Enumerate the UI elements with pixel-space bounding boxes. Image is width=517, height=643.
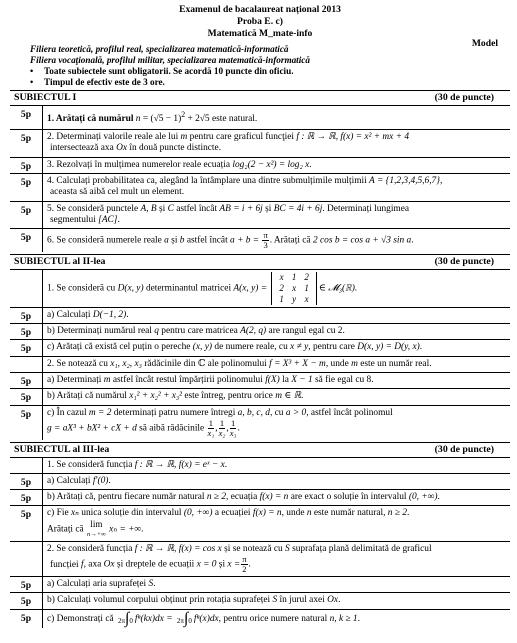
s3-2c: 5p c) Demonstrați că 2π∫0 fⁿ(kx)dx = 2π∫0 fⁿ(x)dx, pentru orice numere natural n, k ≥ 1. <box>10 610 510 628</box>
rule-1: • Toate subiectele sunt obligatorii. Se acordă 10 puncte din oficiu. <box>30 66 294 76</box>
s1-item-2: 5p 2. Determinați valorile reale ale lui m pentru care graficul funcţiei f : ℝ → ℝ, f(x) = x² + mx + 4 intersectează axa Ox în două puncte distincte. <box>10 130 510 158</box>
s3-intro-1: 1. Se consideră funcția f : ℝ → ℝ, f(x) = eˣ − x. <box>10 458 510 474</box>
s1-item-4: 5p 4. Calculați probabilitatea ca, alegând la întâmplare una dintre submulțimile mulțimii A = {1,2,3,4,5,6,7}, aceasta să aibă cel mult un element. <box>10 174 510 202</box>
s3-2a: 5p a) Calculați aria suprafeței S. <box>10 577 510 593</box>
s2-1b: 5p b) Determinați numărul real q pentru care matricea A(2, q) are rangul egal cu 2. <box>10 324 510 340</box>
s3-2b: 5p b) Calculați volumul corpului obținut prin rotația suprafeței S în jurul axei Ox. <box>10 593 510 609</box>
matrix-cell: 2 <box>279 282 284 293</box>
filiera-1: Filiera teoretică, profilul real, specializarea matematică-informatică <box>30 44 289 54</box>
matrix-cell: y <box>292 293 297 304</box>
s1-item-5: 5p 5. Se consideră punctele A, B și C astfel încât AB = i + 6j și BC = 4i + 6j. Determinați lungimea segmentului [AC]. <box>10 202 510 230</box>
s2-2a: 5p a) Determinați m astfel încât restul împărțirii polinomului f(X) la X − 1 să fie egal cu 8. <box>10 373 510 389</box>
rule-2: • Timpul de efectiv este de 3 ore. <box>30 77 165 87</box>
pi-over-3: $\frac{\pi}{3}$ <box>263 230 268 251</box>
subject-2-header: SUBIECTUL al II-lea (30 de puncte) <box>10 254 510 270</box>
s3-1a: 5p a) Calculați f′(0). <box>10 474 510 490</box>
matrix-A <box>271 272 317 305</box>
s2-intro-2: 2. Se notează cu x₁, x₂, x₃ rădăcinile din ℂ ale polinomului f = X³ + X − m, unde m este un număr real. <box>10 357 510 373</box>
s2-2b: 5p b) Arătați că numărul x₁² + x₂² + x₃² este întreg, pentru orice m ∈ ℝ. <box>10 389 510 405</box>
s2-2c: 5p c) În cazul m = 2 determinați patru numere întregi a, b, c, d, cu a > 0, astfel încât polinomul g = aX³ + bX² + cX + d să aibă rădăcinile $\frac{1}{\text{x₁}}$, $\frac{1}{\text{x₂}}$, $\frac{1}{\text{x₃}}$. <box>10 406 510 440</box>
s2-intro-1: 1. Se consideră cu D(x, y) determinantul matricei A(x, y) = x 1 2 2 x 1 1 y x ∈ 𝓜₃(ℝ). <box>10 270 510 308</box>
s2-1c: 5p c) Arătați că există cel puțin o pereche (x, y) de numere reale, cu x ≠ y, pentru care D(x, y) = D(y, x). <box>10 340 510 356</box>
s3-1c: 5p c) Fie xₙ unica soluție din intervalul (0, +∞) a ecuației f(x) = n, unde n este număr natural, n ≥ 2. Arătați că lim n→+∞ xₙ = +∞. <box>10 506 510 541</box>
matrix-cell: 1 <box>304 282 309 293</box>
matrix-cell: 1 <box>279 293 284 304</box>
subject-3-header: SUBIECTUL al III-lea (30 de puncte) <box>10 442 510 458</box>
integral-2: 2π∫0 <box>176 609 192 627</box>
s3-1b: 5p b) Arătați că, pentru fiecare număr natural n ≥ 2, ecuația f(x) = n are exact o soluție în intervalul (0, +∞). <box>10 490 510 506</box>
matrix-cell: x <box>279 271 284 282</box>
s2-1a: 5p a) Calculați D(−1, 2). <box>10 308 510 324</box>
filiera-2: Filiera vocaţională, profilul militar, specializarea matematică-informatică <box>30 55 310 65</box>
s3-intro-2: 2. Se consideră funcția f : ℝ → ℝ, f(x) = cos x și se notează cu S suprafața plană delimitată de graficul funcției f, axa Ox și dreptele de ecuații x = 0 și x = $\frac{\pi}{2}$ . <box>10 542 510 577</box>
exam-page <box>10 4 510 628</box>
matrix-cell: 2 <box>304 271 309 282</box>
subject-1-header: SUBIECTUL I (30 de puncte) <box>10 90 510 106</box>
exam-title: Examenul de bacalaureat național 2013 <box>179 4 341 15</box>
s1-item-6: 5p 6. Se consideră numerele reale a și b astfel încât a + b = $\frac{\pi}{3}$ . Arătați că 2 cos b = cos a + √3 sin a. <box>10 229 510 252</box>
matrix-cell: 1 <box>291 271 297 282</box>
exam-proba: Proba E. c) <box>237 16 283 27</box>
s1-item-1: 5p 1. Arătați că numărul $n = (√5 - 1)^2 + 2√5$ este natural. <box>10 106 510 130</box>
matrix-cell: x <box>304 293 309 304</box>
exam-subject: Matematică M_mate-info <box>207 28 313 39</box>
matrix-cell: x <box>292 282 297 293</box>
integral-1: 2π∫0 <box>117 609 133 627</box>
model-label: Model <box>471 38 498 49</box>
s1-item-3: 5p 3. Rezolvați în mulțimea numerelor reale ecuația log₂(2 − x²) = log₂ x. <box>10 158 510 174</box>
